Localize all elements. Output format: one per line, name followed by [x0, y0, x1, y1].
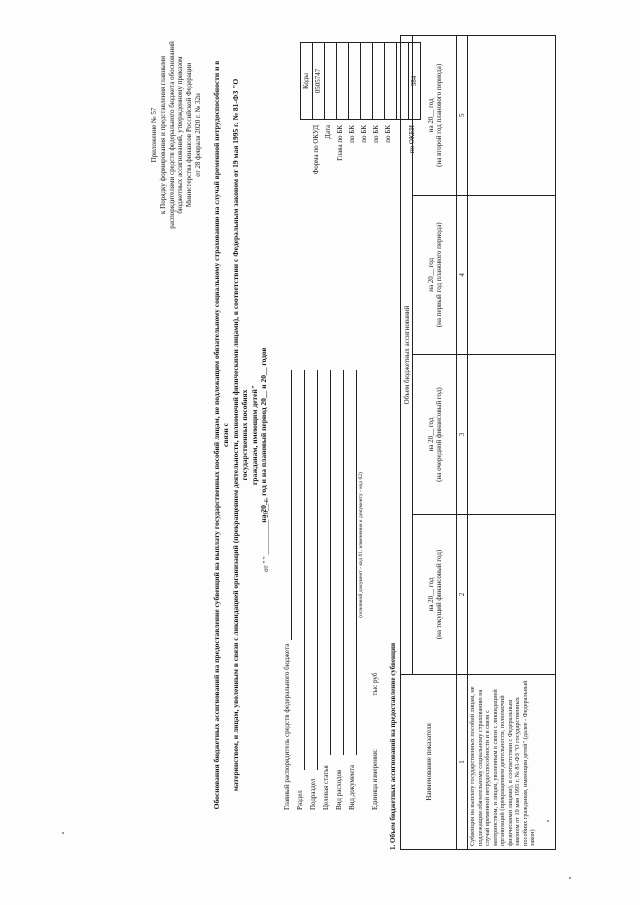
field-target-item-label: Целевая статья	[322, 765, 330, 810]
year-sub: (на первый год планового периода)	[434, 222, 443, 328]
scan-speck	[547, 820, 549, 822]
year-label: на 20__ год	[426, 577, 435, 612]
year-sub: (на текущий финансовый год)	[434, 549, 443, 640]
code-label-bk-4: по БК	[384, 125, 392, 143]
appendix-line: к Порядку формирования и представления главными	[158, 56, 167, 214]
title-line-2: материнством, и лицам, уволенным в связи с ликвидацией организаций (прекращением деятельности, полномочий физическими лицами), в соответствии с Федеральным законом от 19 мая 1995 г. № 81-ФЗ "О государственных пособиях	[230, 78, 250, 792]
year-header-plan-1	[413, 195, 457, 355]
code-okud: 0505747	[313, 43, 325, 120]
field-subsection-label: Подраздел	[309, 778, 317, 810]
unit-row	[371, 673, 379, 810]
doc-note-text: (основной документ - код 01, изменения к документу - код 02)	[358, 472, 364, 618]
value-cell-current	[468, 515, 556, 675]
col-num-2: 2	[457, 515, 468, 675]
col-num-4: 4	[457, 195, 468, 355]
title-line-1: Обоснования бюджетных ассигнований на предоставление субвенций на выплату государственных пособий лицам, не подлежащим обязательному социальному страхованию на случай временной нетрудоспособности и в связи с	[212, 60, 231, 810]
col-num-3: 3	[457, 355, 468, 515]
row-name-cell: Субвенция на выплату государственных пособий лицам, не подлежащим обязательному социальному страхованию на случай временной нетрудоспособности и в связи с материнством, и лицам, уволенным в связи с ликвидацией организаций (прекращением деятельности, полномочий физическими лицами), в соответствии с Федеральным законом от 19 мая 1995 г. № 81-ФЗ "О государственных пособиях гражданам, имеющим детей" (далее - Федеральный закон)	[468, 674, 556, 849]
document-date: от " " __________ 20__ г.	[262, 498, 270, 572]
code-label-bk-3: по БК	[372, 125, 380, 143]
field-section-label: Раздел	[296, 790, 304, 810]
appendix-line: от 28 февраля 2020 г. № 32н	[193, 93, 202, 177]
code-okei: 384	[409, 43, 421, 120]
value-cell-next	[468, 355, 556, 515]
value-cell-plan-2	[468, 36, 556, 196]
unit-label: Единица измерения:	[371, 749, 379, 810]
year-header-current	[413, 515, 457, 675]
year-sub: (на очередной финансовый год)	[434, 387, 443, 482]
rotated-document-lower	[150, 15, 590, 855]
title-line-3: гражданам, имеющим детей"	[249, 385, 259, 485]
code-label-okud: Форма по ОКУД	[312, 125, 320, 175]
field-document-type-label: Вид документа	[348, 764, 356, 810]
subsidy-table	[400, 35, 556, 850]
value-cell-plan-1	[468, 195, 556, 355]
code-label-date: Дата	[324, 125, 332, 139]
code-label-glava: Глава по БК	[336, 125, 344, 161]
title-period: на 20__ год и на плановый период 20__ и 20__ годов	[258, 347, 268, 523]
appendix-line: бюджетных ассигнований, утвержденному приказом	[176, 56, 185, 214]
field-expense-type-label: Вид расходов	[335, 769, 343, 810]
code-label-bk-2: по БК	[360, 125, 368, 143]
appendix-line: Приложение № 57	[150, 107, 158, 163]
codes-header: Коды	[301, 43, 313, 120]
year-header-next	[413, 355, 457, 515]
col-num-5: 5	[457, 36, 468, 196]
year-sub: (на второй год планового периода)	[434, 63, 443, 167]
col-name-header: Наименование показателя	[401, 674, 457, 849]
scan-speck	[569, 877, 571, 879]
year-label: на 20__ год	[426, 417, 435, 452]
field-main-manager-label: Главный распорядитель средств федерального бюджета	[283, 643, 291, 810]
unit-value: тыс руб	[371, 672, 379, 696]
code-label-okei: по ОКЕИ	[408, 125, 416, 154]
appendix-line: распорядителями средств федерального бюджета обоснований	[167, 41, 176, 229]
section-title: 1. Объем бюджетных ассигнований на предоставление субвенции	[389, 642, 397, 850]
col-num-1: 1	[457, 674, 468, 849]
year-label: на 20__ год	[426, 98, 435, 133]
appendix-line: Министерства финансов Российской Федерации	[185, 62, 193, 208]
scan-speck	[62, 832, 64, 834]
year-header-plan-2	[413, 36, 457, 196]
code-label-bk-1: по БК	[348, 125, 356, 143]
year-label: на 20__ год	[426, 257, 435, 292]
group-header: Объем бюджетных ассигнований	[401, 36, 413, 675]
